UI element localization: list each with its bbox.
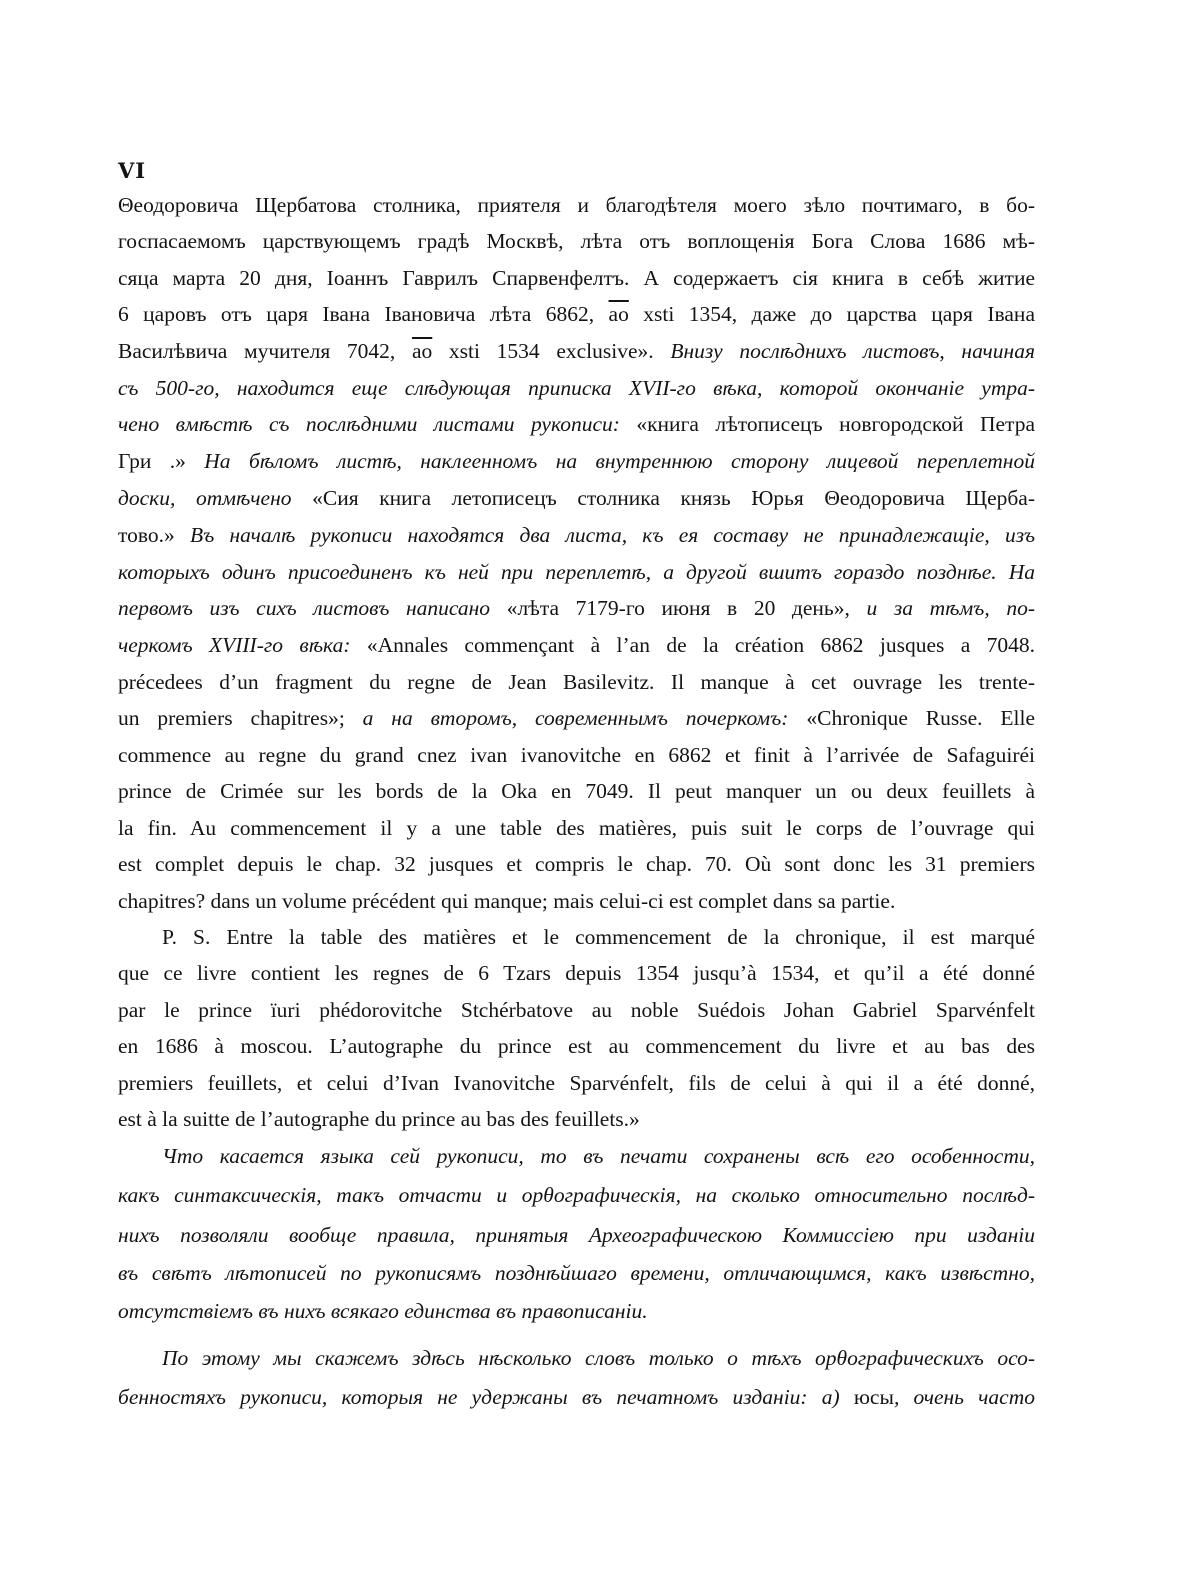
text-run: en 1686 à moscou. L’autographe du prince est au commencement du livre et au bas des [118, 1034, 1035, 1058]
text-run: xsti 1534 exclusive». [432, 339, 671, 363]
text-run: Въ началѣ рукописи находятся два листа, къ ея составу не принадлежащіе, изъ [189, 523, 1035, 547]
text-run: Василѣвича мучителя 7042, [118, 339, 412, 363]
text-run: черкомъ XVIII-го вѣка: [118, 633, 367, 657]
text-line [118, 1296, 1035, 1326]
text-run: и за тѣмъ, по- [866, 596, 1035, 620]
text-line [118, 483, 1035, 513]
text-line [118, 299, 1035, 329]
text-line [118, 667, 1035, 697]
text-run: , очень часто [893, 1385, 1035, 1409]
text-run: par le prince ïuri phédorovitche Stchérbatove au noble Suédois Johan Gabriel Sparvénfelt [118, 998, 1035, 1022]
text-line [118, 263, 1035, 293]
text-run: съ 500-го, находится еще слѣдующая приписка XVII-го вѣка, которой окончаніе утра- [118, 376, 1035, 400]
text-run: est complet depuis le chap. 32 jusques et compris le chap. 70. Où sont donc les 31 premiers [118, 852, 1035, 876]
text-line [162, 922, 1035, 952]
text-run: un premiers chapitres»; [118, 706, 363, 730]
text-run: que ce livre contient les regnes de 6 Tzars depuis 1354 jusqu’à 1534, et qu’il a été donné [118, 961, 1035, 985]
text-line [118, 1031, 1035, 1061]
text-run: даже до царства царя Івана [751, 302, 1035, 326]
text-run: бенностяхъ рукописи, которыя не удержаны въ печатномъ изданіи: а) [118, 1385, 854, 1409]
text-line [118, 373, 1035, 403]
text-line [118, 776, 1035, 806]
text-run: xsti 1354, [628, 302, 752, 326]
text-run: «Chronique Russe. Elle [806, 706, 1035, 730]
text-run: 6 царовъ отъ царя Івана Івановича лѣта 6862, [118, 302, 609, 326]
text-line [118, 226, 1035, 256]
text-line [118, 1220, 1035, 1250]
text-run: «книга лѣтописецъ новгородской Петра [636, 412, 1035, 436]
text-run: «лѣта 7179-го июня в 20 день», [506, 596, 867, 620]
text-run: которыхъ одинъ присоединенъ къ ней при переплетѣ, а другой вшитъ гораздо позднѣе. На [118, 560, 1035, 584]
text-run: chapitres? dans un volume précédent qui manque; mais celui-ci est complet dans sa partie. [118, 889, 896, 913]
page-number: VI [118, 158, 147, 183]
text-line [118, 958, 1035, 988]
text-run: какъ синтаксическія, такъ отчасти и орθографическія, на сколько относительно послѣд- [118, 1183, 1035, 1207]
text-line [118, 813, 1035, 843]
text-line [118, 336, 1035, 366]
text-line [118, 1180, 1035, 1210]
text-run: premiers feuillets, et celui d’Ivan Ivanovitche Sparvénfelt, fils de celui à qui il a été donné, [118, 1071, 1035, 1095]
text-line [118, 740, 1035, 770]
text-run: est à la suitte de l’autographe du prince au bas des feuillets.» [118, 1107, 640, 1131]
text-line [118, 446, 1035, 476]
text-line [118, 886, 1035, 916]
text-run: отсутствіемъ въ нихъ всякаго единства въ правописаніи. [118, 1299, 648, 1323]
text-line [118, 995, 1035, 1025]
text-line [118, 409, 1035, 439]
text-run: госпасаемомъ царствующемъ градѣ Москвѣ, лѣта отъ воплощенія Бога Слова 1686 мѣ- [118, 229, 1035, 253]
text-line [162, 1141, 1035, 1171]
text-line [118, 1068, 1035, 1098]
text-line [118, 190, 1035, 220]
text-line [118, 1258, 1035, 1288]
text-run: По этому мы скажемъ здѣсь нѣсколько словъ только о тѣхъ орθографическихъ осо- [162, 1346, 1035, 1370]
text-run: а на второмъ, современнымъ почеркомъ: [362, 706, 807, 730]
text-run: первомъ изъ сихъ листовъ написано [118, 596, 507, 620]
abbreviation-mark: ао [411, 339, 433, 363]
text-run: Внизу послѣднихъ листовъ, начиная [670, 339, 1035, 363]
text-run: Что касается языка сей рукописи, то въ печати сохранены всѣ его особенности, [162, 1144, 1035, 1168]
text-run: la fin. Au commencement il y a une table des matières, puis suit le corps de l’ouvrage qui [118, 816, 1035, 840]
text-line [118, 557, 1035, 587]
text-run: Θеодоровича Щербатова столника, приятеля и благодѣтеля моего зѣло почтимаго, в бо- [118, 193, 1035, 217]
text-run: нихъ позволяли вообще правила, принятыя Археографическою Коммиссіею при изданіи [118, 1223, 1035, 1247]
text-run: сяца марта 20 дня, Іоаннъ Гаврилъ Спарвенфелтъ. А содержаетъ сія книга в себѣ житие [118, 266, 1035, 290]
text-run: P. S. Entre la table des matières et le commencement de la chronique, il est marqué [162, 925, 1035, 949]
abbreviation-mark: ао [608, 302, 629, 326]
text-run: commence au regne du grand cnez ivan ivanovitche en 6862 et finit à l’arrivée de Safaguiréi [118, 743, 1035, 767]
text-line [118, 1382, 1035, 1412]
text-run: précedees d’un fragment du regne de Jean Basilevitz. Il manque à cet ouvrage les trente- [118, 670, 1035, 694]
text-line [118, 1104, 1035, 1134]
text-run: юсы [853, 1385, 894, 1409]
text-run: На бѣломъ листѣ, наклеенномъ на внутреннюю сторону лицевой переплетной [204, 449, 1035, 473]
text-run: въ свѣтъ лѣтописей по рукописямъ позднѣйшаго времени, отличающимся, какъ извѣстно, [118, 1261, 1035, 1285]
text-run: доски, отмѣчено [118, 486, 313, 510]
text-line [118, 520, 1035, 550]
text-run: Гри .» [118, 449, 205, 473]
text-run: prince de Crimée sur les bords de la Oka en 7049. Il peut manquer un ou deux feuillets à [118, 779, 1035, 803]
text-run: чено вмѣстѣ съ послѣдними листами рукописи: [118, 412, 637, 436]
text-run: тово.» [118, 523, 190, 547]
text-run: «Annales commençant à l’an de la création 6862 jusques a 7048. [366, 633, 1035, 657]
text-run: «Сия книга летописецъ столника князь Юрья Θеодоровича Щерба- [312, 486, 1035, 510]
text-line [118, 593, 1035, 623]
text-line [162, 1343, 1035, 1373]
text-line [118, 630, 1035, 660]
text-line [118, 849, 1035, 879]
text-line [118, 703, 1035, 733]
